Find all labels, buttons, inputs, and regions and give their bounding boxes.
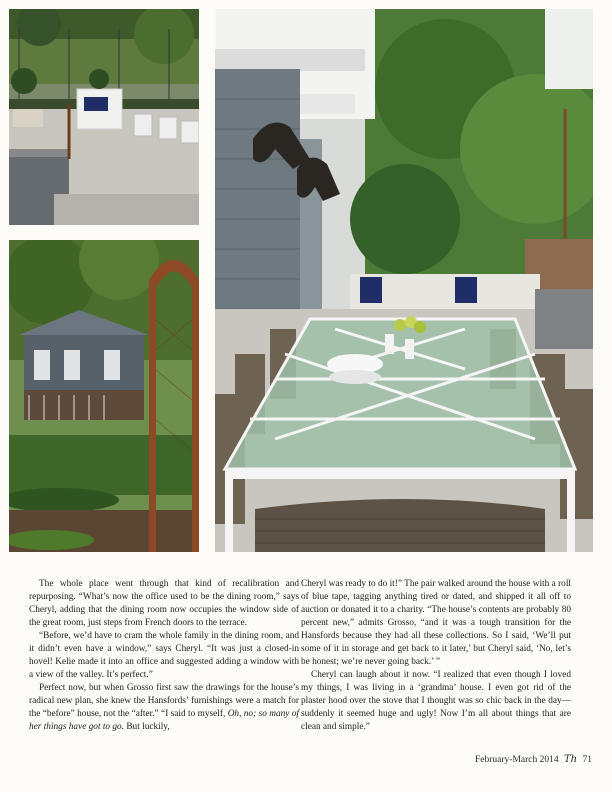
issue-date: February-March 2014 [474,755,559,765]
page-footer [390,754,592,765]
outdoor-dining-photo [215,9,593,552]
garden-photo [9,240,199,552]
paragraph: “Before, we’d have to cram the whole family in the dining room, and it didn’t even have a window,” says Cheryl. “It was just a closed-in hovel! Kelie made it into an office and suggested adding a window with a view of the valley. It’s perfect.” [29,631,299,680]
terrace-photo [9,9,199,225]
magazine-logo: Th [564,754,578,765]
paragraph: Cheryl was ready to do it!” The pair walked around the house with a roll of blue tape, tagging anything tired or dated, and shipped it all off to auction or donated it to a charity. “The house’s contents are probably 80 percent new,” admits Grosso, “and it was a tough transition for the Hansfords because they had all these collections. So I said, ‘We’ll put some of it in storage and get back to it later,’ but Cheryl said, ‘No, let’s be honest; we’re never going back.’ ” [301,579,571,667]
paragraph: Perfect now, but when Grosso first saw the drawings for the house’s radical new plan, she knew the Hansfords’ furnishings were a match for the “before” house, not the “after.” “I said to myself, Oh, no; so many of her things have got to go. But luckily, [29,683,299,732]
paragraph: The whole place went through that kind of recalibration and repurposing. “What’s now the office used to be the dining room,” says Cheryl, adding that the dining room now occupies the window side of the great room, just steps from French doors to the terrace. [29,579,299,628]
article-column-right [301,578,571,734]
article-column-left [29,578,299,734]
paragraph: Cheryl can laugh about it now. “I realized that even though I loved my things, I was living in a ‘grandma’ house. I even got rid of the plaster hood over the stove that I thought was so chic back in the day—suddenly it seemed huge and ugly! Now I’m all about things that are clean and simple.” [301,670,571,732]
page-number: 71 [582,755,592,765]
